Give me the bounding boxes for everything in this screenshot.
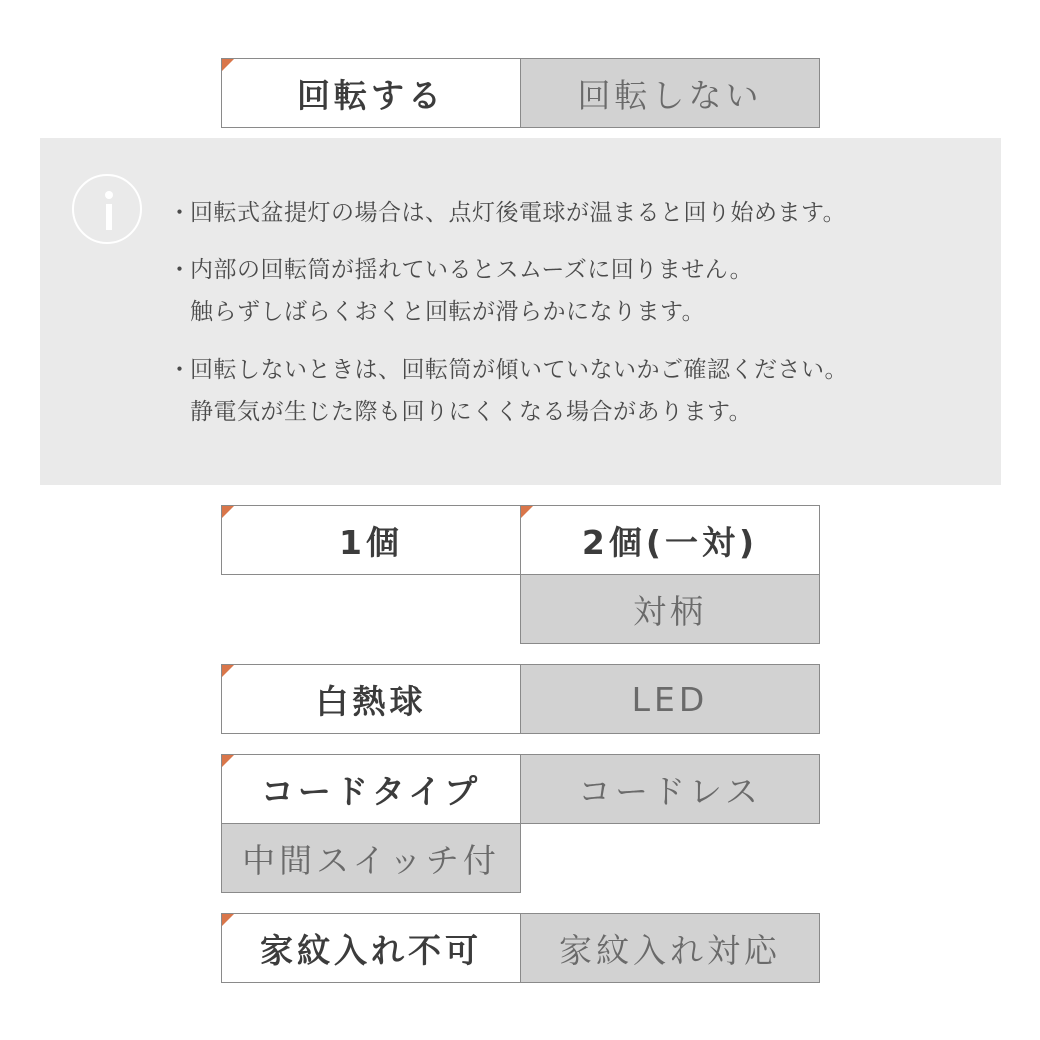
quantity-pair-label: 2個(一対) <box>581 522 759 562</box>
crest-available-label: 家紋入れ対応 <box>559 930 781 970</box>
info-note-3: ・ 回転しないときは、回転筒が傾いていないかご確認ください。 静電気が生じた際も回りにくくなる場合があります。 <box>168 349 998 433</box>
bulb-led-label: LED <box>631 679 709 719</box>
crest-available-option[interactable] <box>520 913 820 983</box>
selected-corner-marker <box>222 506 234 518</box>
rotate-off-option[interactable] <box>520 58 820 128</box>
quantity-pair-pattern-label: 対柄 <box>633 591 707 631</box>
inline-switch-option[interactable] <box>221 823 521 893</box>
cordless-option[interactable] <box>520 754 820 824</box>
inline-switch-label: 中間スイッチ付 <box>242 840 500 880</box>
bulb-incandescent-option[interactable] <box>221 664 521 734</box>
quantity-single-label: 1個 <box>339 522 403 562</box>
note-line: 回転しないときは、回転筒が傾いていないかご確認ください。 <box>190 357 848 383</box>
rotate-on-option[interactable] <box>221 58 521 128</box>
quantity-pair-pattern-option[interactable] <box>520 574 820 644</box>
rotate-off-label: 回転しない <box>577 75 763 115</box>
bulb-led-option[interactable] <box>520 664 820 734</box>
crest-not-available-label: 家紋入れ不可 <box>260 930 482 970</box>
note-line: 内部の回転筒が揺れているとスムーズに回りません。 <box>190 257 754 283</box>
crest-not-available-option[interactable] <box>221 913 521 983</box>
selected-corner-marker <box>222 914 234 926</box>
note-line: 静電気が生じた際も回りにくくなる場合があります。 <box>190 399 753 425</box>
bulb-incandescent-label: 白熱球 <box>315 681 427 721</box>
selected-corner-marker <box>222 755 234 767</box>
info-note-1: ・ 回転式盆提灯の場合は、点灯後電球が温まると回り始めます。 <box>168 192 998 234</box>
info-note-2: ・ 内部の回転筒が揺れているとスムーズに回りません。 触らずしばらくおくと回転が滑らかになります。 <box>168 249 998 333</box>
note-line: 触らずしばらくおくと回転が滑らかになります。 <box>190 299 706 325</box>
quantity-pair-option[interactable] <box>520 505 820 575</box>
info-panel <box>40 138 1001 485</box>
info-icon <box>72 174 142 244</box>
quantity-single-option[interactable] <box>221 505 521 575</box>
cord-type-label: コードタイプ <box>260 771 482 811</box>
note-line: 回転式盆提灯の場合は、点灯後電球が温まると回り始めます。 <box>190 200 847 226</box>
cord-type-option[interactable] <box>221 754 521 824</box>
rotate-on-label: 回転する <box>297 75 445 115</box>
selected-corner-marker <box>222 665 234 677</box>
selected-corner-marker <box>222 59 234 71</box>
cordless-label: コードレス <box>577 771 762 811</box>
selected-corner-marker <box>521 506 533 518</box>
